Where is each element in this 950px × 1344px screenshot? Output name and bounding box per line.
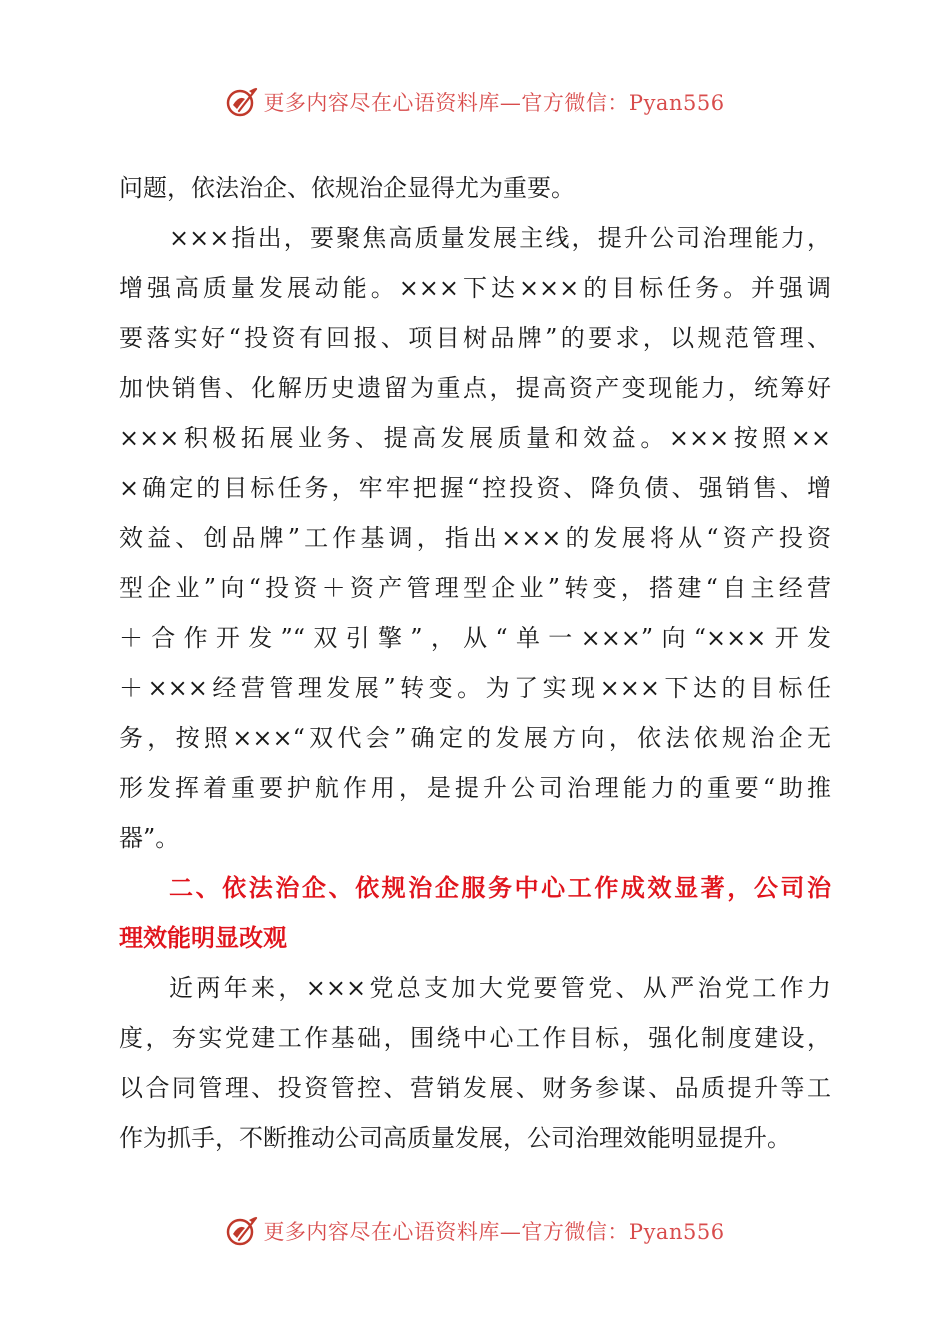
paragraph-line: 作为抓手，不断推动公司高质量发展，公司治理效能明显提升。 (119, 1124, 791, 1152)
paragraph-line: ×××积极拓展业务、提高发展质量和效益。×××按照×× (119, 424, 831, 452)
paragraph-line: 近两年来，×××党总支加大党要管党、从严治党工作力 (169, 974, 831, 1002)
paragraph-line: ＋合作开发”“双引擎”，从“单一×××”向“×××开发 (119, 624, 831, 652)
quill-logo-icon (225, 1214, 259, 1248)
document-body (119, 163, 831, 1163)
watermark-text: 更多内容尽在心语资料库—官方微信：Pyan556 (263, 91, 725, 115)
paragraph-line: 效益、创品牌”工作基调，指出×××的发展将从“资产投资 (119, 524, 831, 552)
paragraph-line: 度，夯实党建工作基础，围绕中心工作目标，强化制度建设， (119, 1024, 831, 1052)
paragraph-line: ＋×××经营管理发展”转变。为了实现×××下达的目标任 (119, 674, 831, 702)
paragraph-line: 以合同管理、投资管控、营销发展、财务参谋、品质提升等工 (119, 1074, 831, 1102)
watermark-banner-bottom (0, 1207, 950, 1255)
paragraph-line: 器”。 (119, 824, 180, 852)
paragraph-line: ×××指出，要聚焦高质量发展主线，提升公司治理能力， (169, 224, 831, 252)
paragraph-line: 型企业”向“投资＋资产管理型企业”转变，搭建“自主经营 (119, 574, 831, 602)
paragraph-line: ×确定的目标任务，牢牢把握“控投资、降负债、强销售、增 (119, 474, 831, 502)
watermark-text: 更多内容尽在心语资料库—官方微信：Pyan556 (263, 1220, 725, 1244)
quill-logo-icon (225, 85, 259, 119)
paragraph-line: 要落实好“投资有回报、项目树品牌”的要求，以规范管理、 (119, 324, 831, 352)
section-heading: 理效能明显改观 (119, 924, 287, 952)
paragraph-line: 加快销售、化解历史遗留为重点，提高资产变现能力，统筹好 (119, 374, 831, 402)
paragraph-line: 务，按照×××“双代会”确定的发展方向，依法依规治企无 (119, 724, 831, 752)
paragraph-line: 问题，依法治企、依规治企显得尤为重要。 (119, 174, 575, 202)
watermark-banner-top (0, 78, 950, 126)
section-heading: 二、依法治企、依规治企服务中心工作成效显著，公司治 (169, 874, 831, 902)
paragraph-line: 增强高质量发展动能。×××下达×××的目标任务。并强调 (119, 274, 831, 302)
paragraph-line: 形发挥着重要护航作用，是提升公司治理能力的重要“助推 (119, 774, 831, 802)
